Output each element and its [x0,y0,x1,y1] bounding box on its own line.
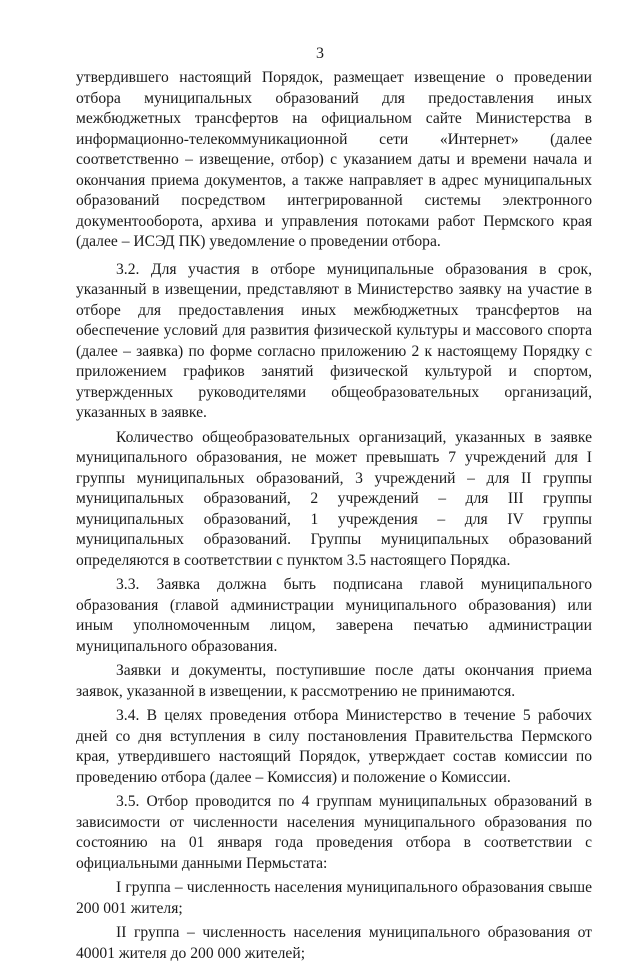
paragraph-group-2: II группа – численность населения муниципального образования от 40001 жителя до 200 000 жителей; [76,924,592,962]
paragraph-3-5: 3.5. Отбор проводится по 4 группам муниципальных образований в зависимости от численности населения муниципального образования по состоянию на 01 января года проведения отбора в соответствии с официальными данными Пермьстата: [76,793,592,872]
paragraph-continuation: утвердившего настоящий Порядок, размещает извещение о проведении отбора муниципальных образований для предоставления иных межбюджетных трансфертов на официальном сайте Министерства в информационно-телекоммуникационной сети «Интернет» (далее соответственно – извещение, отбор) с указанием даты и времени начала и окончания приема документов, а также направляет в адрес муниципальных образований посредством интегрированной системы электронного документооборота, архива и управления потоками работ Пермского края (далее – ИСЭД ПК) уведомление о проведении отбора. [76,69,592,250]
paragraph-3-3: 3.3. Заявка должна быть подписана главой муниципального образования (главой администрации муниципального образования) или иным уполномоченным лицом, заверена печатью администрации муниципального образования. [76,576,592,655]
page-number: 3 [316,45,324,62]
paragraph-group-1: I группа – численность населения муниципального образования свыше 200 001 жителя; [76,879,592,917]
paragraph-late-applications: Заявки и документы, поступившие после даты окончания приема заявок, указанной в извещении, к рассмотрению не принимаются. [76,662,592,700]
paragraph-organizations-count: Количество общеобразовательных организаций, указанных в заявке муниципального образования, не может превышать 7 учреждений для I группы муниципальных образований, 3 учреждений – для II группы муниципальных образований, 2 учреждений – для III группы муниципальных образований, 1 учреждения – для IV группы муниципальных образований. Группы муниципальных образований определяются в соответствии с пунктом 3.5 настоящего Порядка. [76,428,592,569]
document-body [76,68,592,968]
paragraph-3-2: 3.2. Для участия в отборе муниципальные образования в срок, указанный в извещении, представляют в Министерство заявку на участие в отборе для предоставления иных межбюджетных трансфертов на обеспечение условий для развития физической культуры и массового спорта (далее – заявка) по форме согласно приложению 2 к настоящему Порядку с приложением графиков занятий физической культурой и спортом, утвержденных руководителями общеобразовательных организаций, указанных в заявке. [76,260,592,421]
paragraph-3-4: 3.4. В целях проведения отбора Министерство в течение 5 рабочих дней со дня вступления в силу постановления Правительства Пермского края, утвердившего настоящий Порядок, утверждает состав комиссии по проведению отбора (далее – Комиссия) и положение о Комиссии. [76,707,592,786]
